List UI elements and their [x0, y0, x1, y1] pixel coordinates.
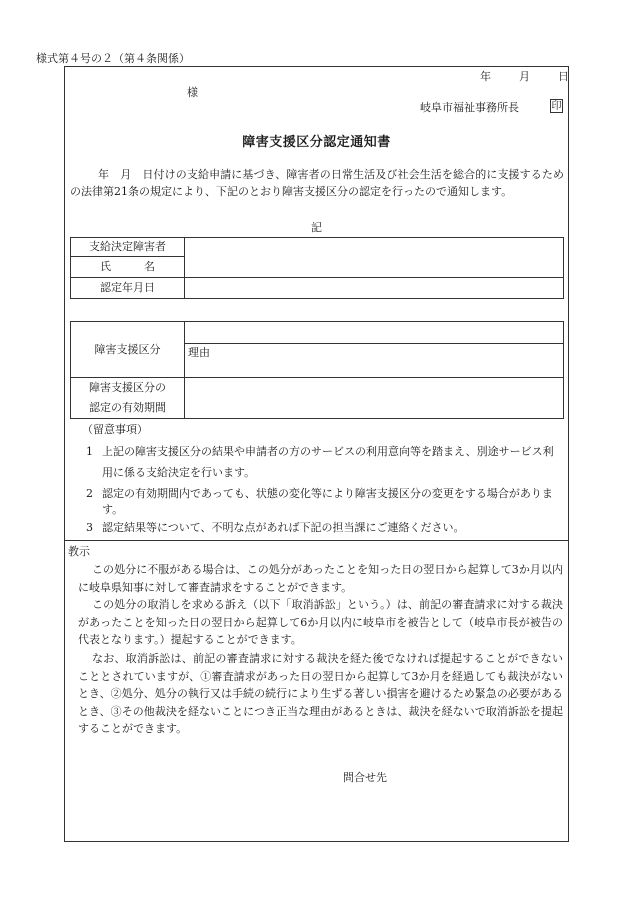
kyoji-paragraph: この処分に不服がある場合は、この処分があったことを知った日の翌日から起算して3か月以内に岐阜県知事に対して審査請求をすることができます。: [78, 563, 563, 594]
validity-label-1: 障害支援区分の: [71, 378, 185, 398]
contact-label: 問合せ先: [343, 771, 387, 784]
issue-date-line: [480, 70, 569, 83]
addressee-suffix: 様: [187, 86, 198, 99]
kyoji-divider: [64, 540, 569, 541]
note-number: 1: [86, 445, 93, 458]
note-number: 3: [86, 521, 93, 534]
year-label: 年: [480, 70, 491, 83]
note-text: 認定の有効期間内であっても、状態の変化等により障害支援区分の変更をする場合があります。: [102, 487, 553, 516]
reason-label: 理由: [185, 344, 564, 378]
category-table: [70, 321, 564, 419]
note-item: [86, 520, 560, 536]
month-label: 月: [519, 70, 530, 83]
category-label: 障害支援区分: [71, 322, 185, 378]
form-number-label: 様式第４号の２（第４条関係）: [36, 52, 190, 65]
intro-paragraph: 年 月 日付けの支給申請に基づき、障害者の日常生活及び社会生活を総合的に支援するための法律第21条の規定により、下記のとおり障害支援区分の認定を行ったので通知します。: [70, 168, 564, 198]
note-number: 2: [86, 487, 93, 500]
validity-value-cell: [185, 378, 564, 419]
notes-heading: （留意事項）: [82, 423, 148, 436]
note-text: 認定結果等について、不明な点があれば下記の担当課にご連絡ください。: [102, 521, 465, 534]
date-value-cell: [185, 278, 564, 299]
recipient-label-1: 支給決定障害者: [71, 238, 185, 257]
ki-heading: 記: [311, 221, 322, 234]
recipient-value-cell: [185, 238, 564, 278]
kyoji-paragraph: この処分の取消しを求める訴え（以下「取消訴訟」という。）は、前記の審査請求に対する裁決があったことを知った日の翌日から起算して6か月以内に岐阜市を被告として（岐阜市長が被告の代表となります。）提起することができます。: [78, 598, 563, 646]
recipient-label-2: 氏 名: [71, 257, 185, 278]
note-item: [86, 486, 560, 518]
note-text: 上記の障害支援区分の結果や申請者の方のサービスの利用意向等を踏まえ、別途サービス利用に係る支給決定を行います。: [102, 445, 554, 479]
validity-label-2: 認定の有効期間: [71, 398, 185, 419]
day-label: 日: [558, 70, 569, 83]
category-value-cell: [185, 322, 564, 344]
note-item: [86, 441, 560, 483]
seal-mark: 印: [551, 101, 562, 112]
date-label: 認定年月日: [71, 278, 185, 299]
document-title: 障害支援区分認定通知書: [242, 135, 391, 150]
recipient-table: [70, 237, 564, 299]
issuer-name: 岐阜市福祉事務所長: [420, 101, 519, 114]
kyoji-heading: 教示: [68, 545, 90, 558]
kyoji-paragraph: なお、取消訴訟は、前記の審査請求に対する裁決を経た後でなければ提起することができないこととされていますが、①審査請求があった日の翌日から起算して3か月を経過しても裁決がないとき、②処分、処分の執行又は手続の続行により生ずる著しい損害を避けるため緊急の必要があるとき、③その他裁決を経ないことにつき正当な理由があるときは、裁決を経ないで取消訴訟を提起することができます。: [78, 652, 563, 735]
